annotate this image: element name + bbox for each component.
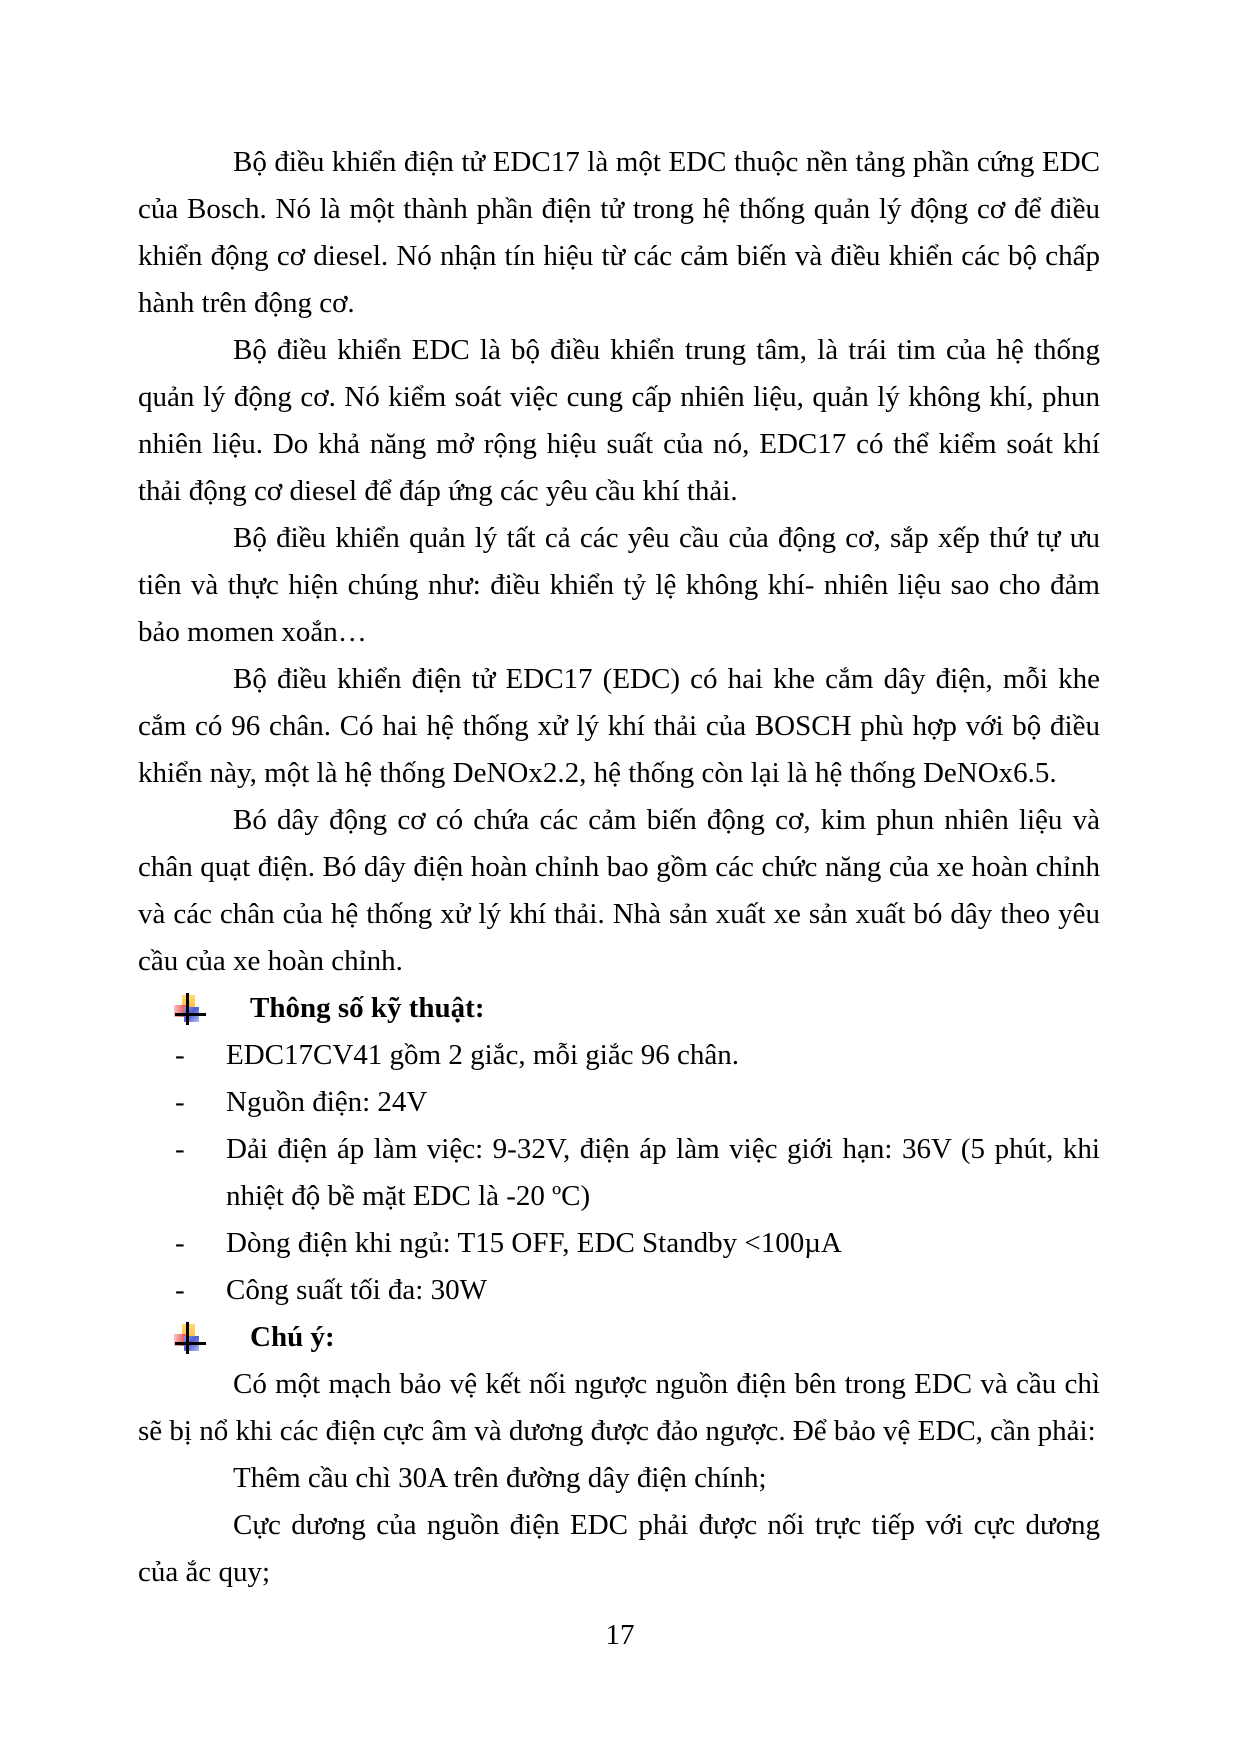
dash-marker: -: [175, 1039, 185, 1071]
para-edc-central-controller: Bộ điều khiển EDC là bộ điều khiển trung tâm, là trái tim của hệ thống quản lý động cơ. Nó kiểm soát việc cung cấp nhiên liệu, quản lý không khí, phun nhiên liệu. Do khả năng mở rộng hiệu suất của nó, EDC17 có thể kiểm soát khí thải động cơ diesel để đáp ứng các yêu cầu khí thải.: [138, 334, 1100, 507]
spec-item-text: Nguồn điện: 24V: [226, 1086, 428, 1118]
page-content: [138, 139, 1100, 1596]
para-edc17-connectors: Bộ điều khiển điện tử EDC17 (EDC) có hai khe cắm dây điện, mỗi khe cắm có 96 chân. Có hai hệ thống xử lý khí thải của BOSCH phù hợp với bộ điều khiển này, một là hệ thống DeNOx2.2, hệ thống còn lại là hệ thống DeNOx6.5.: [138, 663, 1100, 789]
spec-item-text: EDC17CV41 gồm 2 giắc, mỗi giắc 96 chân.: [226, 1039, 740, 1071]
page-number: 17: [605, 1619, 635, 1651]
spec-item-text: Công suất tối đa: 30W: [226, 1274, 487, 1306]
colored-cross-bullet-icon: [174, 995, 206, 1025]
dash-marker: -: [175, 1227, 185, 1259]
dash-marker: -: [175, 1133, 185, 1165]
spec-item-max-power: [138, 1267, 1100, 1314]
spec-item-voltage-range: [138, 1126, 1100, 1220]
colored-cross-bullet-icon: [174, 1324, 206, 1354]
spec-item-connectors: [138, 1032, 1100, 1079]
dash-marker: -: [175, 1274, 185, 1306]
para-wiring-harness: Bó dây động cơ có chứa các cảm biến động cơ, kim phun nhiên liệu và chân quạt điện. Bó dây điện hoàn chỉnh bao gồm các chức năng của xe hoàn chỉnh và các chân của hệ thống xử lý khí thải. Nhà sản xuất xe sản xuất bó dây theo yêu cầu của xe hoàn chỉnh.: [138, 804, 1100, 977]
heading-note: [138, 1314, 1100, 1361]
spec-item-text: Dải điện áp làm việc: 9-32V, điện áp làm việc giới hạn: 36V (5 phút, khi nhiệt độ bề mặt EDC là -20 ºC): [226, 1133, 1100, 1212]
para-note-fuse: Thêm cầu chì 30A trên đường dây điện chính;: [233, 1462, 767, 1494]
bullet-cross-vertical: [186, 993, 189, 1025]
dash-marker: -: [175, 1086, 185, 1118]
para-engine-requests: Bộ điều khiển quản lý tất cả các yêu cầu của động cơ, sắp xếp thứ tự ưu tiên và thực hiện chúng như: điều khiển tỷ lệ không khí- nhiên liệu sao cho đảm bảo momen xoắn…: [138, 522, 1100, 648]
spec-item-power-supply: [138, 1079, 1100, 1126]
heading-specs-label: Thông số kỹ thuật:: [250, 992, 485, 1024]
spec-item-text: Dòng điện khi ngủ: T15 OFF, EDC Standby <100µA: [226, 1227, 842, 1259]
para-note-reverse-protection: Có một mạch bảo vệ kết nối ngược nguồn điện bên trong EDC và cầu chì sẽ bị nổ khi các điện cực âm và dương được đảo ngược. Để bảo vệ EDC, cần phải:: [138, 1368, 1100, 1447]
bullet-cross-horizontal: [175, 1342, 206, 1345]
bullet-cross-horizontal: [175, 1013, 206, 1016]
spec-list: [138, 1032, 1100, 1314]
para-edc17-intro: Bộ điều khiển điện tử EDC17 là một EDC thuộc nền tảng phần cứng EDC của Bosch. Nó là một thành phần điện tử trong hệ thống quản lý động cơ để điều khiển động cơ diesel. Nó nhận tín hiệu từ các cảm biến và điều khiển các bộ chấp hành trên động cơ.: [138, 146, 1100, 319]
bullet-cross-vertical: [186, 1322, 189, 1354]
spec-item-sleep-current: [138, 1220, 1100, 1267]
heading-note-label: Chú ý:: [250, 1321, 335, 1353]
para-note-positive-terminal: Cực dương của nguồn điện EDC phải được nối trực tiếp với cực dương của ắc quy;: [138, 1509, 1100, 1588]
heading-specs: [138, 985, 1100, 1032]
